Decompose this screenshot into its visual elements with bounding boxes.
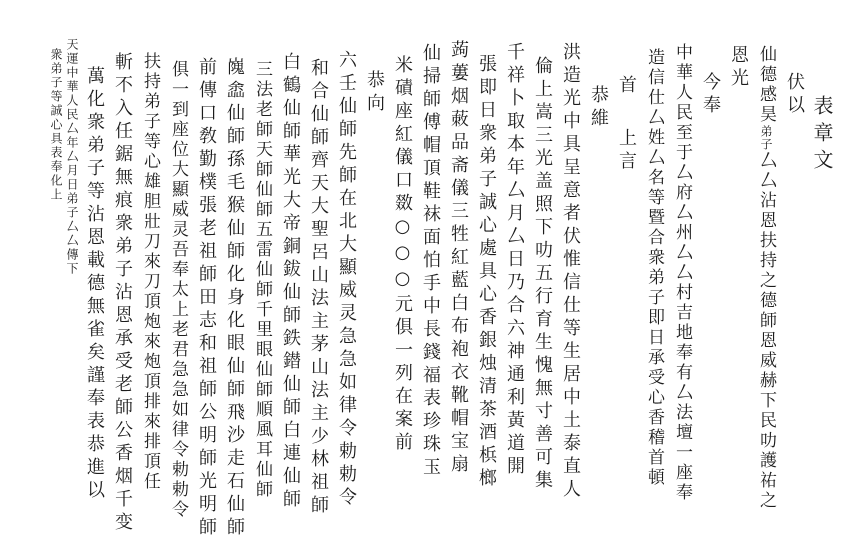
doc-column-protection-2: 斬不入任鋸無痕衆弟子沾恩承受老師公香烟千变 [112,52,133,535]
date-line-text: 天運中華人民厶年厶月日弟子厶厶傳下 [65,38,79,276]
disciple-small-note: 弟子 [759,125,773,151]
doc-column-kunlun-masters: 㠕嵞仙師孫毛猴仙師化身化眼仙師飛沙走石仙師 [224,57,245,540]
doc-column-protection-1: 扶持弟子等心雄胆壯刀來刀頂炮來炮頂排來排頂任 [140,52,160,492]
doc-column-hongzao: 洪造光中具呈意者伏惟信仕等生居中土泰直人 [560,42,581,502]
doc-column-lunshang: 倫上嵩三光盖照下叻五行育生愧無寸善可集 [532,56,553,493]
document-title-text: 表章文 [810,95,834,176]
doc-column-lineage-masters: 前傳口敎勤樸張老祖師田志和祖師公明師光明師 [196,57,217,540]
doc-column-offerings-1: 蒟蔞烟蓛品斋儀三牲紅藍白布袍衣靴帽宝扇 [448,40,469,477]
doc-column-enguang: 恩光 [728,45,749,91]
doc-column-offerings-2: 仙掃師傅帽頂鞋袜面怕手中長錢福表珍珠玉 [420,43,441,480]
doc-column-qianxiang: 千祥卜取本年厶月厶日乃合六神通利黃道開 [504,42,525,479]
shangyan-text: 上言 [616,128,637,174]
doc-column-shou-shangyan [612,0,640,548]
doc-column-hehe-masters: 和合仙師齊天大聖呂山法主茅山法主少林祖師 [308,58,329,518]
doc-column-sanfa-masters: 三法老師天師仙師五雷仙師千里眼仙師順風耳仙師 [252,60,272,500]
doc-column-xiande [752,0,780,548]
doc-column-liuren-master: 六壬仙師先師在北大顯威灵急急如律令勅勅令 [336,50,357,510]
doc-column-gongxiang: 恭向 [364,70,385,116]
xiande-opening-text: 仙德感昊 [756,45,776,125]
doc-column-location: 中華人民至于厶府厶州厶厶村吉地奉有厶法壇一座奉 [672,43,692,503]
doc-column-gratitude: 萬化衆弟子等沾恩載德無雀矣謹奉表恭進以 [84,66,105,503]
doc-column-zhangjiri: 張即日衆弟子誠心處具心香銀烛清茶酒梹榔 [476,54,497,491]
doc-column-jinfeng: 今奉 [700,72,721,118]
xiande-body-text: 厶厶沾恩扶持之德師恩威赫下民叻護祐之 [756,151,776,511]
doc-column-arrival-invocation: 俱一到座位大顯威灵吾奉太上老君急急如律令勅勅令 [168,60,188,520]
doc-column-baihe-masters: 白鶴仙師華光大帝銅鈸仙師鉄鐟仙師白連仙師 [280,52,301,512]
shou-text: 首 [616,75,637,98]
doc-column-believers: 造信仕厶姓厶名等暨合衆弟子即日承受心香稽首頓 [644,48,664,488]
doc-column-title [808,0,836,548]
doc-column-fuyi: 伏以 [784,72,805,118]
doc-column-gongwei: 恭維 [588,85,609,131]
doc-column-offerings-3: 米磧座紅儀口敪○○○元俱一列在案前 [392,55,413,455]
doc-column-date-signature [48,0,80,548]
signature-line-text: 衆弟子等誠心具表奉化上 [49,48,63,202]
